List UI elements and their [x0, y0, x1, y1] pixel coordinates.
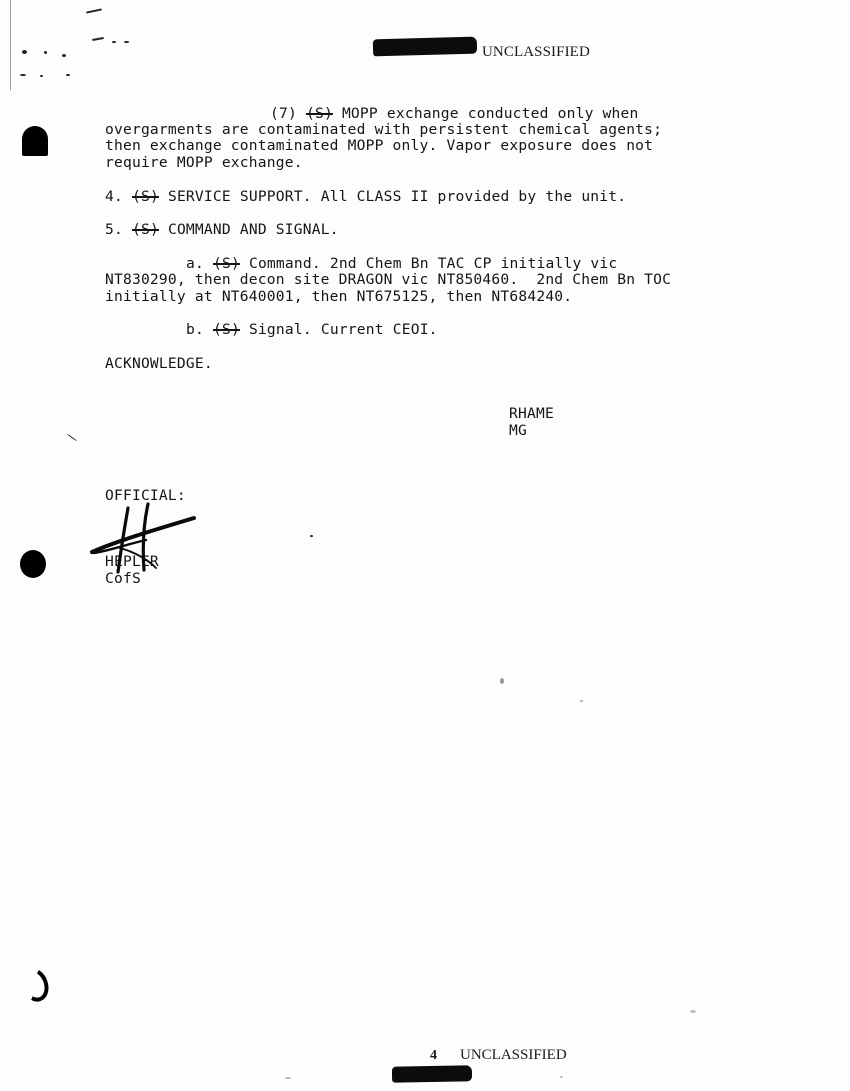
para-5a-number: a.	[186, 255, 204, 272]
scan-speck	[112, 41, 116, 43]
scan-speck	[92, 37, 104, 41]
scan-speck	[500, 678, 504, 684]
para-7-number: (7)	[270, 105, 297, 122]
official-label: OFFICIAL:	[105, 487, 186, 504]
para-7-line-2: overgarments are contaminated with persistent chemical agents;	[105, 121, 663, 138]
para-5-number: 5.	[105, 221, 123, 238]
para-5	[105, 222, 339, 239]
scan-speck	[86, 8, 102, 13]
para-4-class-mark: (S)	[131, 188, 159, 205]
scan-speck	[66, 74, 70, 76]
para-5a-class-mark: (S)	[212, 255, 240, 272]
handwritten-signature	[84, 500, 204, 580]
scan-speck	[285, 1077, 291, 1079]
scan-speck	[62, 54, 66, 57]
acknowledge-line: ACKNOWLEDGE.	[105, 355, 213, 372]
scan-speck	[560, 1076, 563, 1078]
punch-hole-middle	[20, 550, 46, 578]
para-5b	[186, 322, 438, 339]
para-4-number: 4.	[105, 188, 123, 205]
para-7-line-3: then exchange contaminated MOPP only. Vapor exposure does not	[105, 137, 654, 154]
para-5b-class-mark: (S)	[212, 321, 240, 338]
para-7-line-4: require MOPP exchange.	[105, 154, 303, 171]
para-4-text: SERVICE SUPPORT. All CLASS II provided by the unit.	[167, 188, 627, 205]
official-name: HEPLER	[105, 553, 159, 570]
scan-speck	[310, 535, 313, 537]
punch-hole-top	[22, 126, 48, 156]
para-5a-line-3: initially at NT640001, then NT675125, then NT684240.	[105, 288, 573, 305]
footer-page-number: 4	[430, 1048, 437, 1063]
footer-classification: UNCLASSIFIED	[460, 1047, 567, 1063]
scan-speck	[690, 1010, 696, 1013]
para-4	[105, 189, 626, 206]
scan-speck	[20, 74, 26, 76]
para-5b-text: Signal. Current CEOI.	[248, 321, 438, 338]
signer-rank: MG	[509, 422, 527, 439]
official-title: CofS	[105, 570, 141, 587]
para-7-class-mark: (S)	[305, 105, 333, 122]
para-5-text: COMMAND AND SIGNAL.	[167, 221, 339, 238]
signer-name: RHAME	[509, 405, 554, 422]
scan-speck	[580, 700, 583, 702]
footer-redaction	[392, 1065, 472, 1082]
para-5a-text-line-1: Command. 2nd Chem Bn TAC CP initially vic	[248, 255, 618, 272]
scan-speck	[124, 41, 129, 43]
header-classification: UNCLASSIFIED	[482, 44, 590, 60]
para-7-text-line-1: MOPP exchange conducted only when	[341, 105, 639, 122]
para-5-class-mark: (S)	[131, 221, 159, 238]
scan-speck	[67, 434, 77, 442]
scan-speck	[44, 51, 47, 54]
scan-speck	[22, 50, 27, 54]
punch-hole-bottom	[17, 965, 53, 1006]
para-5b-number: b.	[186, 321, 204, 338]
left-margin-line	[10, 0, 11, 90]
scan-speck	[40, 75, 43, 77]
header-redaction	[373, 37, 477, 57]
para-5a-line-2: NT830290, then decon site DRAGON vic NT850460. 2nd Chem Bn TOC	[105, 271, 672, 288]
